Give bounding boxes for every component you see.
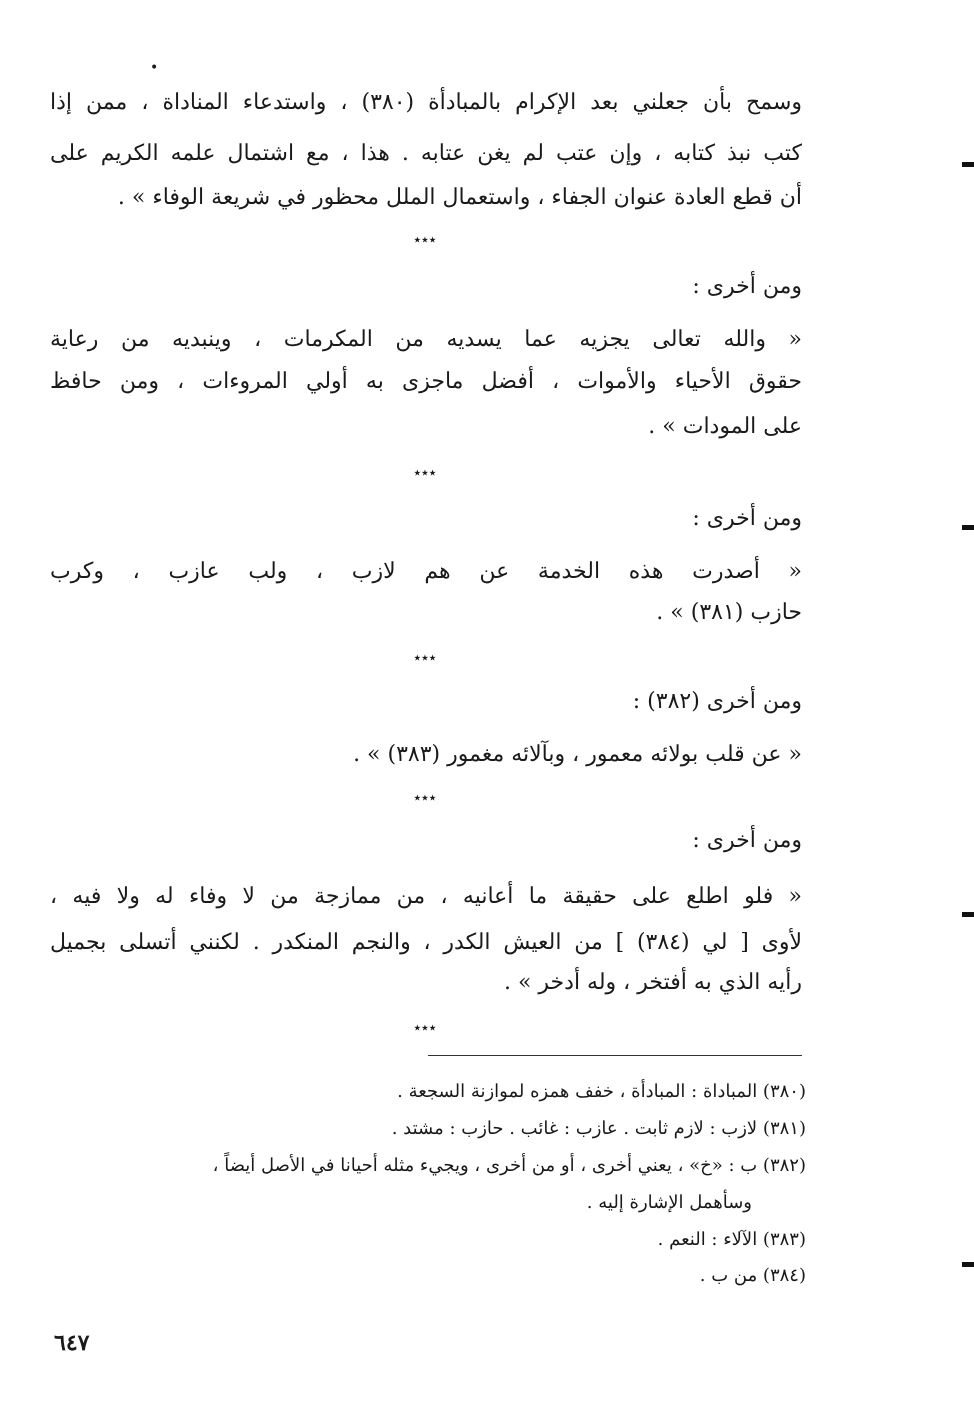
section-separator: ٭٭٭ xyxy=(413,790,437,806)
scan-edge-mark xyxy=(962,1262,974,1267)
body-line: لأوى [ لي (٣٨٤) ] من العيش الكدر ، والنجم المنكدر . لكنني أتسلى بجميل xyxy=(50,930,802,955)
section-heading: ومن أخرى (٣٨٢) : xyxy=(632,689,802,714)
body-line: كتب نبذ كتابه ، وإن عتب لم يغن عتابه . هذا ، مع اشتمال علمه الكريم على xyxy=(50,141,802,166)
stray-mark: • xyxy=(150,60,159,76)
body-line: أن قطع العادة عنوان الجفاء ، واستعمال الملل محظور في شريعة الوفاء » . xyxy=(117,185,802,210)
body-line: « عن قلب بولائه معمور ، وبآلائه مغمور (٣٨٣) » . xyxy=(353,742,802,767)
footnote: (٣٨٢) ب : «خ» ، يعني أخرى ، أو من أخرى ، ويجيء مثله أحيانا في الأصل أيضاً ، xyxy=(212,1155,806,1176)
section-separator: ٭٭٭ xyxy=(413,465,437,481)
scan-edge-mark xyxy=(962,525,974,530)
body-line: حازب (٣٨١) » . xyxy=(656,600,802,625)
body-line: « فلو اطلع على حقيقة ما أعانيه ، من ممازجة من لا وفاء له ولا فيه ، xyxy=(50,884,802,909)
section-heading: ومن أخرى : xyxy=(692,506,802,531)
body-line: « أصدرت هذه الخدمة عن هم لازب ، ولب عازب ، وكرب xyxy=(50,559,802,584)
footnote: (٣٨١) لازب : لازم ثابت . عازب : غائب . حازب : مشتد . xyxy=(391,1118,806,1139)
section-separator: ٭٭٭ xyxy=(413,650,437,666)
body-line: وسمح بأن جعلني بعد الإكرام بالمبادأة (٣٨٠) ، واستدعاء المناداة ، ممن إذا xyxy=(50,90,802,115)
body-line: « والله تعالى يجزيه عما يسديه من المكرمات ، وينبديه من رعاية xyxy=(50,327,802,352)
footnote: (٣٨٠) المباداة : المبادأة ، خفف همزه لموازنة السجعة . xyxy=(397,1081,806,1102)
body-line: رأيه الذي به أفتخر ، وله أدخر » . xyxy=(503,970,802,995)
footnote-continuation: وسأهمل الإشارة إليه . xyxy=(586,1192,752,1213)
scan-edge-mark xyxy=(962,162,974,167)
page-number: ٦٤٧ xyxy=(54,1330,90,1356)
section-heading: ومن أخرى : xyxy=(692,828,802,853)
footnote: (٣٨٣) الآلاء : النعم . xyxy=(657,1229,806,1250)
body-line: على المودات » . xyxy=(648,414,802,439)
body-line: حقوق الأحياء والأموات ، أفضل ماجزى به أولي المروءات ، ومن حافظ xyxy=(50,369,802,394)
section-separator: ٭٭٭ xyxy=(413,1020,437,1036)
footnote-divider xyxy=(428,1055,802,1056)
section-separator: ٭٭٭ xyxy=(413,232,437,248)
scan-edge-mark xyxy=(962,912,974,917)
footnote: (٣٨٤) من ب . xyxy=(699,1265,806,1286)
section-heading: ومن أخرى : xyxy=(692,274,802,299)
